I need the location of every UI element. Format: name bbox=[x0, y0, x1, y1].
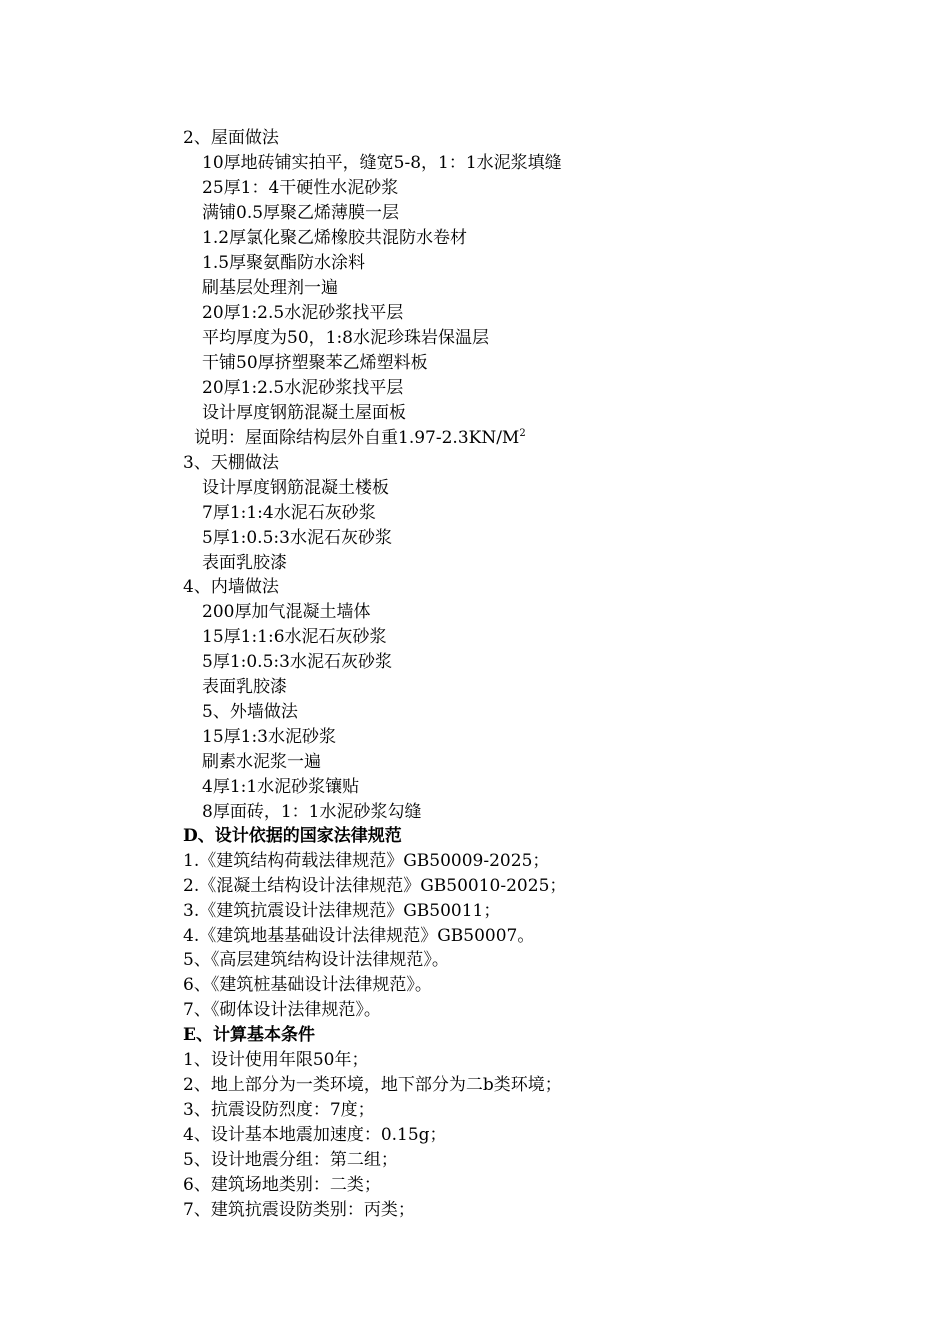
ceiling-item: 设计厚度钢筋混凝土楼板 bbox=[202, 478, 389, 498]
calc-heading: E、计算基本条件 bbox=[183, 1025, 315, 1045]
code-item: 1.《建筑结构荷载法律规范》GB50009-2025； bbox=[183, 851, 550, 871]
code-item: 3.《建筑抗震设计法律规范》GB50011； bbox=[183, 901, 501, 921]
roof-note bbox=[194, 426, 526, 450]
inner-wall-item: 15厚1:1:6水泥石灰砂浆 bbox=[202, 627, 387, 647]
outer-wall-item: 8厚面砖，1：1水泥砂浆勾缝 bbox=[202, 802, 422, 822]
roof-item: 干铺50厚挤塑聚苯乙烯塑料板 bbox=[202, 353, 428, 373]
inner-wall-item: 5厚1:0.5:3水泥石灰砂浆 bbox=[202, 652, 392, 672]
roof-item: 20厚1:2.5水泥砂浆找平层 bbox=[202, 378, 404, 398]
roof-item: 25厚1：4干硬性水泥砂浆 bbox=[202, 178, 399, 198]
roof-item: 设计厚度钢筋混凝土屋面板 bbox=[202, 403, 406, 423]
calc-item: 5、设计地震分组：第二组； bbox=[183, 1150, 398, 1170]
outer-wall-item: 15厚1:3水泥砂浆 bbox=[202, 727, 336, 747]
roof-item: 20厚1:2.5水泥砂浆找平层 bbox=[202, 303, 404, 323]
ceiling-item: 表面乳胶漆 bbox=[202, 553, 287, 573]
codes-heading: D、设计依据的国家法律规范 bbox=[183, 826, 402, 846]
calc-item: 3、抗震设防烈度：7度； bbox=[183, 1100, 375, 1120]
code-item: 7、《砌体设计法律规范》。 bbox=[183, 1000, 381, 1020]
roof-heading: 2、屋面做法 bbox=[183, 128, 279, 148]
ceiling-heading: 3、天棚做法 bbox=[183, 453, 279, 473]
roof-note-text: 说明：屋面除结构层外自重1.97-2.3KN/M bbox=[194, 428, 520, 448]
inner-wall-heading: 4、内墙做法 bbox=[183, 577, 279, 597]
outer-wall-heading: 5、外墙做法 bbox=[202, 702, 298, 722]
calc-item: 7、建筑抗震设防类别：丙类； bbox=[183, 1200, 415, 1220]
code-item: 2.《混凝土结构设计法律规范》GB50010-2025； bbox=[183, 876, 567, 896]
calc-item: 1、设计使用年限50年； bbox=[183, 1050, 369, 1070]
roof-item: 1.5厚聚氨酯防水涂料 bbox=[202, 253, 366, 273]
calc-item: 6、建筑场地类别：二类； bbox=[183, 1175, 381, 1195]
roof-item: 平均厚度为50，1:8水泥珍珠岩保温层 bbox=[202, 328, 489, 348]
outer-wall-item: 刷素水泥浆一遍 bbox=[202, 752, 321, 772]
calc-item: 2、地上部分为一类环境，地下部分为二b类环境； bbox=[183, 1075, 562, 1095]
code-item: 6、《建筑桩基础设计法律规范》。 bbox=[183, 975, 432, 995]
ceiling-item: 7厚1:1:4水泥石灰砂浆 bbox=[202, 503, 376, 523]
roof-item: 满铺0.5厚聚乙烯薄膜一层 bbox=[202, 203, 400, 223]
roof-item: 10厚地砖铺实拍平，缝宽5-8，1：1水泥浆填缝 bbox=[202, 153, 562, 173]
calc-item: 4、设计基本地震加速度：0.15g； bbox=[183, 1125, 447, 1145]
roof-item: 1.2厚氯化聚乙烯橡胶共混防水卷材 bbox=[202, 228, 468, 248]
ceiling-item: 5厚1:0.5:3水泥石灰砂浆 bbox=[202, 528, 392, 548]
roof-note-superscript: 2 bbox=[519, 428, 526, 439]
code-item: 4.《建筑地基基础设计法律规范》GB50007。 bbox=[183, 926, 535, 946]
inner-wall-item: 表面乳胶漆 bbox=[202, 677, 287, 697]
code-item: 5、《高层建筑结构设计法律规范》。 bbox=[183, 950, 449, 970]
inner-wall-item: 200厚加气混凝土墙体 bbox=[202, 602, 371, 622]
outer-wall-item: 4厚1:1水泥砂浆镶贴 bbox=[202, 777, 360, 797]
roof-item: 刷基层处理剂一遍 bbox=[202, 278, 338, 298]
